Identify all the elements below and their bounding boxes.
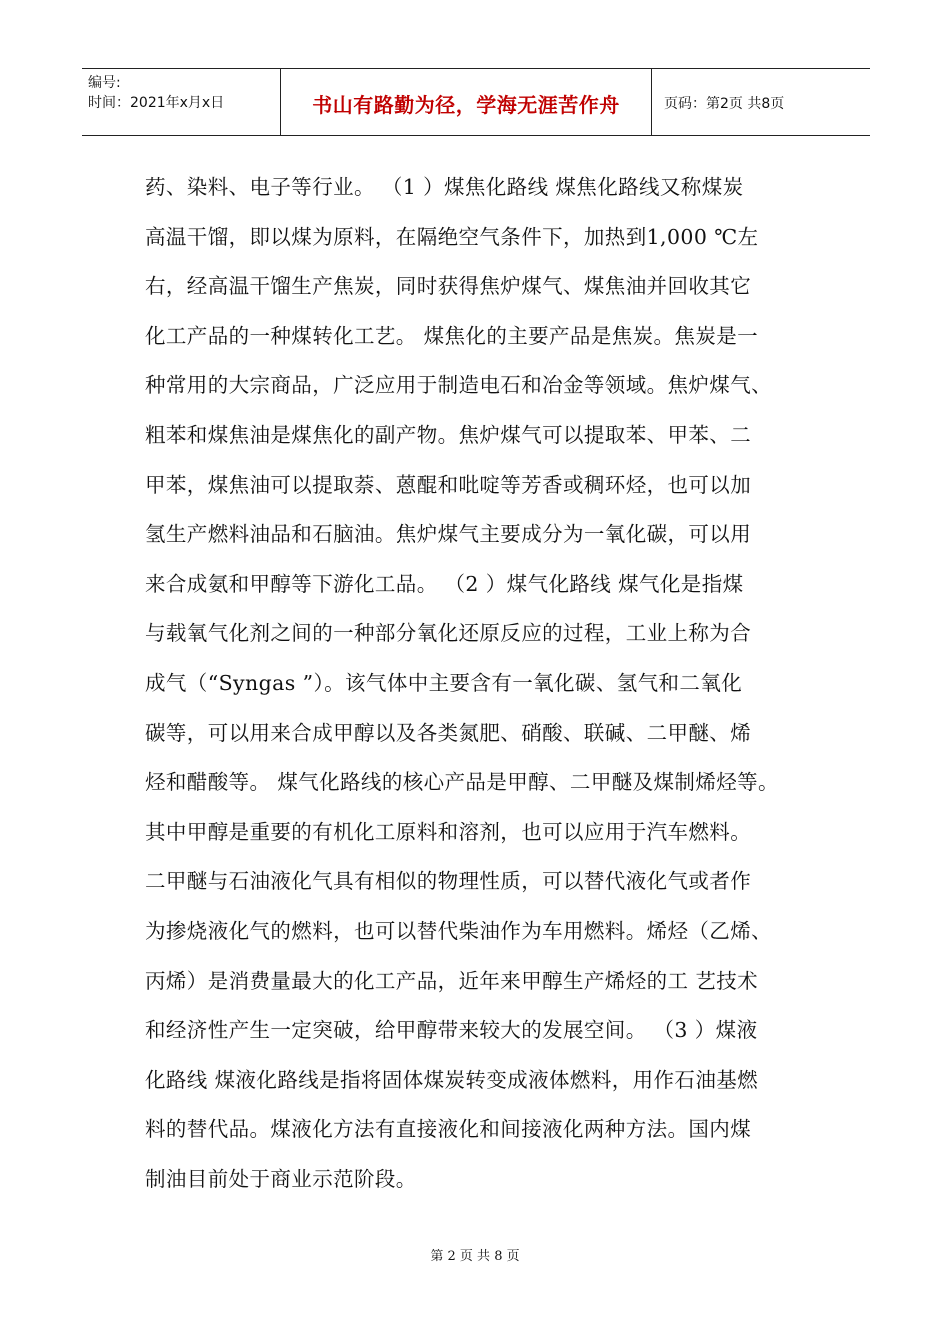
header-motto: 书山有路勤为径，学海无涯苦作舟 bbox=[281, 69, 652, 135]
body-line: 成气（“Syngas ”）。该气体中主要含有一氧化碳、氢气和二氧化 bbox=[145, 670, 743, 695]
body-line: 二甲醚与石油液化气具有相似的物理性质，可以替代液化气或者作 bbox=[145, 869, 752, 894]
body-line: 料的替代品。煤液化方法有直接液化和间接液化两种方法。国内煤 bbox=[145, 1117, 752, 1142]
body-line: 和经济性产生一定突破，给甲醇带来较大的发展空间。 （3 ）煤液 bbox=[145, 1018, 758, 1043]
body-line: 药、染料、电子等行业。 （1 ）煤焦化路线 煤焦化路线又称煤炭 bbox=[145, 175, 744, 199]
header-page-number: 页码：第2页 共8页 bbox=[664, 96, 785, 112]
body-line: 甲苯，煤焦油可以提取萘、蒽醌和吡啶等芳香或稠环烃，也可以加 bbox=[145, 472, 752, 497]
body-line: 为掺烧液化气的燃料，也可以替代柴油作为车用燃料。烯烃（乙烯、 bbox=[145, 918, 772, 943]
body-line: 右，经高温干馏生产焦炭，同时获得焦炉煤气、煤焦油并回收其它 bbox=[145, 274, 752, 299]
body-line: 丙烯）是消费量最大的化工产品，近年来甲醇生产烯烃的工 艺技术 bbox=[145, 968, 759, 993]
header-meta bbox=[82, 69, 281, 135]
body-line: 其中甲醇是重要的有机化工原料和溶剂，也可以应用于汽车燃料。 bbox=[145, 819, 752, 844]
body-line: 与载氧气化剂之间的一种部分氧化还原反应的过程，工业上称为合 bbox=[145, 621, 752, 646]
document-number-label: 编号: bbox=[88, 75, 121, 91]
document-body bbox=[145, 163, 825, 1204]
page-footer: 第 2 页 共 8 页 bbox=[430, 1249, 520, 1264]
body-line: 碳等，可以用来合成甲醇以及各类氮肥、硝酸、联碱、二甲醚、烯 bbox=[145, 720, 752, 745]
body-line: 种常用的大宗商品，广泛应用于制造电石和冶金等领域。焦炉煤气、 bbox=[145, 373, 772, 398]
body-line: 制油目前处于商业示范阶段。 bbox=[145, 1166, 417, 1191]
document-date: 时间：2021年x月x日 bbox=[88, 95, 225, 111]
body-line: 粗苯和煤焦油是煤焦化的副产物。焦炉煤气可以提取苯、甲苯、二 bbox=[145, 422, 752, 447]
body-line: 化工产品的一种煤转化工艺。 煤焦化的主要产品是焦炭。焦炭是一 bbox=[145, 323, 759, 348]
body-line: 烃和醋酸等。 煤气化路线的核心产品是甲醇、二甲醚及煤制烯烃等。 bbox=[145, 770, 779, 795]
body-line: 高温干馏，即以煤为原料，在隔绝空气条件下，加热到1,000 ℃左 bbox=[145, 224, 759, 249]
page-header bbox=[82, 68, 870, 136]
body-line: 氢生产燃料油品和石脑油。焦炉煤气主要成分为一氧化碳，可以用 bbox=[145, 522, 752, 547]
body-line: 化路线 煤液化路线是指将固体煤炭转变成液体燃料，用作石油基燃 bbox=[145, 1067, 759, 1092]
body-line: 来合成氨和甲醇等下游化工品。 （2 ）煤气化路线 煤气化是指煤 bbox=[145, 571, 744, 596]
